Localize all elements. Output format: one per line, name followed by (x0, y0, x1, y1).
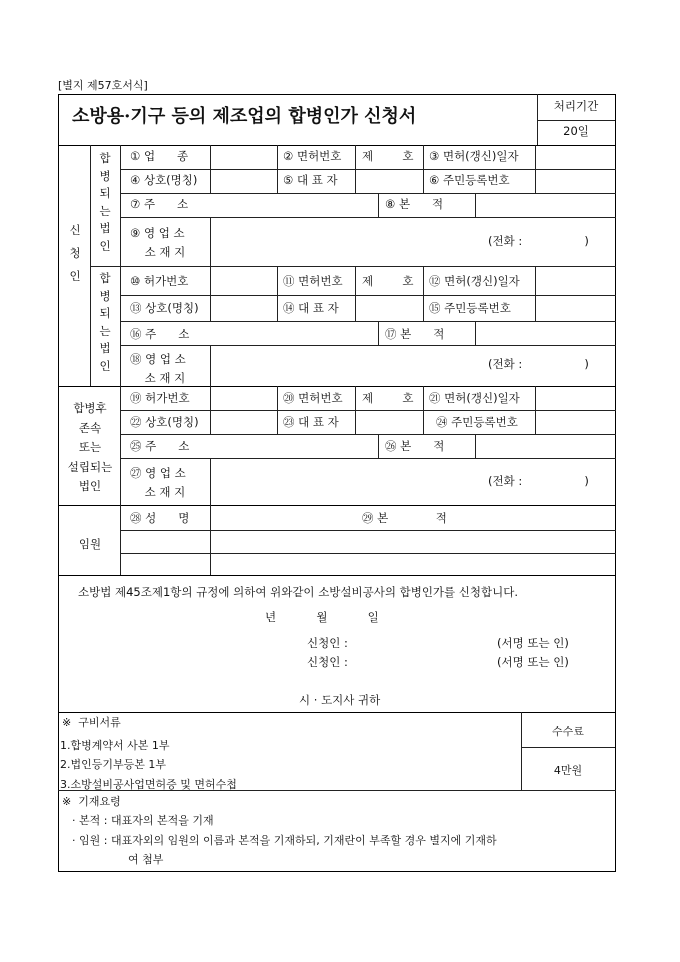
permit-number-label: ⑲ 허가번호 (130, 391, 190, 405)
phone-field[interactable]: (전화 : ) (488, 234, 589, 248)
surviving-corp-label: 합병후 존속 또는 설립되는 법인 (67, 401, 113, 493)
domicile-label: ⑧ 본 적 (385, 197, 444, 211)
processing-period-label: 처리기간 (553, 99, 599, 113)
trade-name-label: ④ 상호(명칭) (130, 173, 198, 187)
officer-domicile-header: ㉙ 본 적 (362, 511, 447, 525)
address-label: ⑦ 주 소 (130, 197, 189, 211)
license-date-label: ⑫ 면허(갱신)일자 (429, 274, 520, 288)
phone-field[interactable]: (전화 : ) (488, 357, 589, 371)
form-label: [별지 제57호서식] (58, 79, 148, 92)
representative-label: ㉓ 대 표 자 (283, 415, 339, 429)
form-title: 소방용·기구 등의 제조업의 합병인가 신청서 (72, 106, 417, 127)
representative-label: ⑭ 대 표 자 (283, 301, 339, 315)
domicile-label: ⑰ 본 적 (385, 327, 445, 341)
merged-corp-label: 합 병 되 는 법 인 (99, 271, 111, 373)
application-date[interactable]: 년 월 일 (265, 610, 379, 624)
license-number-label: ⑪ 면허번호 (283, 274, 343, 288)
trade-name-label: ㉒ 상호(명칭) (130, 415, 199, 429)
permit-number-label: ⑩ 허가번호 (130, 274, 189, 288)
document-item: 1.합병계약서 사본 1부 (60, 739, 170, 752)
instructions-header: ※ 기재요령 (62, 795, 121, 808)
document-item: 2.법인등기부등본 1부 (60, 758, 166, 771)
applicant-2-signature[interactable]: (서명 또는 인) (497, 655, 569, 669)
domicile-label: ㉖ 본 적 (385, 439, 445, 453)
instruction-domicile: · 본적 : 대표자의 본적을 기재 (72, 814, 214, 827)
processing-period-value: 20일 (563, 124, 589, 138)
license-number-field[interactable]: 제 호 (362, 391, 414, 405)
resident-number-label: ⑥ 주민등록번호 (429, 173, 510, 187)
addressee: 시 · 도지사 귀하 (299, 693, 381, 707)
officer-name-header: ㉘ 성 명 (130, 511, 190, 525)
instruction-officers-continued: 여 첨부 (128, 853, 164, 866)
document-item: 3.소방설비공사업면허증 및 면허수첩 (60, 778, 237, 791)
representative-label: ⑤ 대 표 자 (283, 173, 338, 187)
applicant-1-signature[interactable]: (서명 또는 인) (497, 636, 569, 650)
applicant-label: 신 청 인 (69, 223, 81, 283)
address-label: ㉕ 주 소 (130, 439, 190, 453)
phone-field[interactable]: (전화 : ) (488, 474, 589, 488)
license-number-label: ② 면허번호 (283, 149, 342, 163)
fee-label: 수수료 (552, 725, 584, 738)
business-type-label: ① 업 종 (130, 149, 189, 163)
office-location-label: ⑱ 영 업 소 소 재 지 (130, 352, 186, 385)
applicant-2-label: 신청인 : (307, 655, 348, 669)
office-location-label: ⑨ 영 업 소 소 재 지 (130, 226, 186, 259)
license-number-label: ⑳ 면허번호 (283, 391, 343, 405)
merging-corp-label: 합 병 되 는 법 인 (99, 151, 111, 253)
fee-value: 4만원 (553, 764, 583, 777)
address-label: ⑯ 주 소 (130, 327, 190, 341)
resident-number-label: ㉔ 주민등록번호 (436, 415, 518, 429)
license-number-field[interactable]: 제 호 (362, 149, 414, 163)
trade-name-label: ⑬ 상호(명칭) (130, 301, 199, 315)
declaration-statement: 소방법 제45조제1항의 규정에 의하여 위와같이 소방설비공사의 합병인가를 신청합니다. (78, 585, 519, 599)
office-location-label: ㉗ 영 업 소 소 재 지 (130, 466, 186, 499)
instruction-officers: · 임원 : 대표자외의 임원의 이름과 본적을 기재하되, 기재란이 부족할 경우 별지에 기재하 (72, 834, 497, 847)
applicant-1-label: 신청인 : (307, 636, 348, 650)
license-date-label: ③ 면허(갱신)일자 (429, 149, 519, 163)
license-date-label: ㉑ 면허(갱신)일자 (429, 391, 520, 405)
license-number-field[interactable]: 제 호 (362, 274, 414, 288)
officers-label: 임원 (78, 537, 102, 551)
documents-header: ※ 구비서류 (62, 716, 121, 729)
resident-number-label: ⑮ 주민등록번호 (429, 301, 511, 315)
